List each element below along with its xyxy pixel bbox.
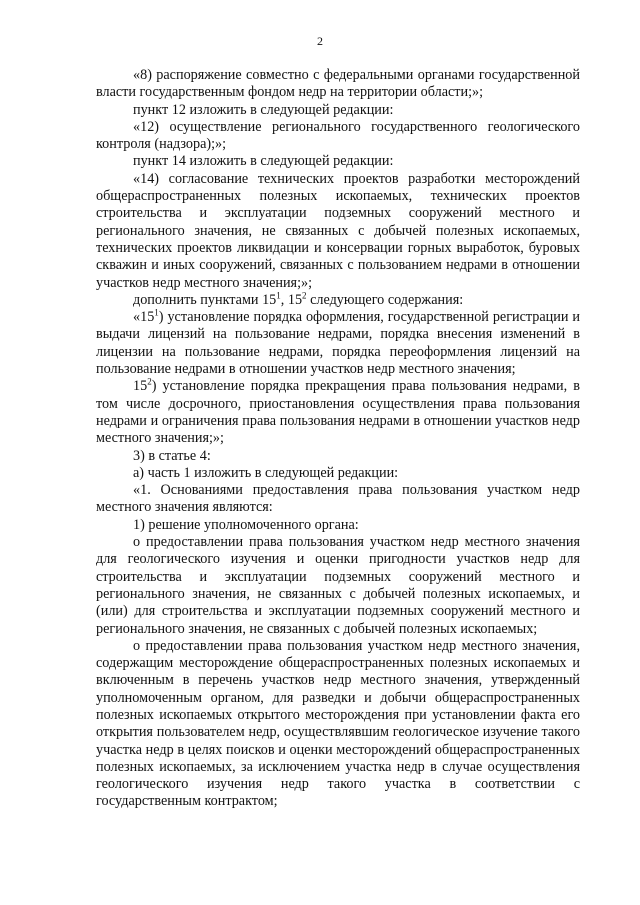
text-segment: следующего содержания:	[306, 291, 464, 308]
paragraph: «1. Основаниями предоставления права пользования участком недр местного значения являются:	[96, 482, 580, 516]
paragraph: пункт 12 изложить в следующей редакции:	[133, 101, 394, 118]
text-segment: ) установление порядка оформления, государственной регистрации и выдачи лицензий на пользование недрами, порядка внесения изменений в лицензии на пользование недрами, порядка переоформления лицензий на пользование недрами в отношении участков недр местного значения;	[96, 309, 580, 378]
paragraph: о предоставлении права пользования участком недр местного значения для геологического изучения и оценки пригодности участков недр для строительства и эксплуатации подземных сооружений местного и регионального значения, не связанных с добычей полезных ископаемых, и (или) для строительства и эксплуатации подземных сооружений местного и регионального значения, не связанных с добычей полезных ископаемых;	[96, 534, 580, 637]
paragraph: 1) решение уполномоченного органа:	[133, 516, 359, 533]
text-segment: «15	[133, 309, 155, 326]
text-segment: 15	[133, 378, 148, 395]
text-segment: , 15	[280, 291, 303, 308]
superscript-index: 1	[276, 290, 281, 301]
superscript-index: 2	[302, 290, 307, 301]
paragraph: пункт 14 изложить в следующей редакции:	[133, 153, 394, 170]
paragraph	[96, 292, 580, 309]
text-segment: дополнить пунктами 15	[133, 291, 277, 308]
paragraph: о предоставлении права пользования участком недр местного значения, содержащим месторождение общераспространенных полезных ископаемых и включенным в перечень участков недр местного значения, утвержденный уполномоченным органом, для разведки и добычи общераспространенных полезных ископаемых открытого месторождения при установлении факта его открытия пользователем недр, осуществлявшим геологическое изучение такого участка недр в целях поисков и оценки месторождений общераспространенных полезных ископаемых, за исключением участка недр в случае осуществления геологического изучения недр такого участка в соответствии с государственным контрактом;	[96, 637, 580, 810]
paragraph: 3) в статье 4:	[133, 447, 211, 464]
paragraph	[96, 309, 580, 378]
superscript-index: 2	[147, 376, 152, 387]
page-number: 2	[317, 34, 323, 48]
superscript-index: 1	[154, 307, 159, 318]
paragraph: «14) согласование технических проектов разработки месторождений общераспространенных полезных ископаемых, технических проектов строительства и эксплуатации подземных сооружений местного и регионального значения, не связанных с добычей полезных ископаемых, технических проектов ликвидации и консервации горных выработок, буровых скважин и иных сооружений, связанных с пользованием недрами в отношении участков недр местного значения;»;	[96, 170, 580, 291]
paragraph	[96, 378, 580, 447]
paragraph: «12) осуществление регионального государственного геологического контроля (надзора);»;	[96, 118, 580, 153]
paragraph: а) часть 1 изложить в следующей редакции:	[133, 464, 399, 481]
document-body	[96, 67, 580, 811]
paragraph: «8) распоряжение совместно с федеральными органами государственной власти государственным фондом недр на территории области;»;	[96, 67, 580, 101]
text-segment: ) установление порядка прекращения права пользования недрами, в том числе досрочного, приостановления осуществления права пользования недрами и ограничения права пользования недрами в отношении участков недр местного значения;»;	[96, 378, 580, 447]
